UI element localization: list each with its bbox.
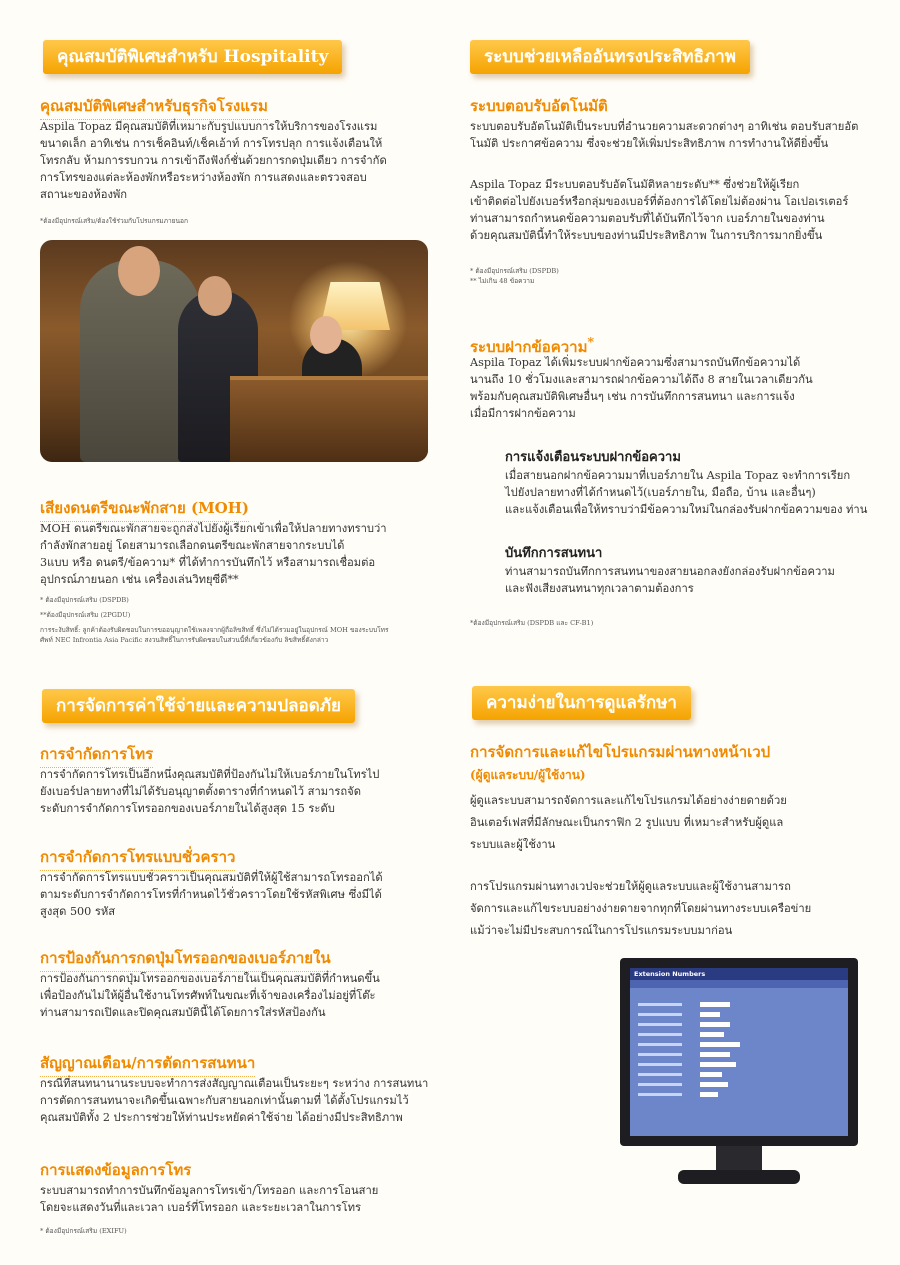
auto-attendant-heading: ระบบตอบรับอัตโนมัติ: [470, 97, 608, 115]
voice-mail-star: *: [587, 334, 595, 349]
web-programming-screen: [630, 968, 848, 1136]
temp-restriction-text: การจำกัดการโทรแบบชั่วคราวเป็นคุณสมบัติที่ให้ผู้ใช้สามารถโทรออกได้ ตามระดับการจำกัดการโทรที่กำหนดไว้ชั่วคราวโดยใช้รหัสพิเศษ ซึ่งมีได้ สูงสุด 500 รหัส: [40, 871, 383, 918]
hospitality-banner: คุณสมบัติพิเศษสำหรับ Hospitality: [43, 40, 342, 74]
web-heading: การจัดการและแก้ไขโปรแกรมผ่านทางหน้าเวป: [470, 743, 771, 761]
auto-attendant-text-1: ระบบตอบรับอัตโนมัติเป็นระบบที่อำนวยความสะดวกต่างๆ อาทิเช่น ตอบรับสายอัต โนมัติ ประกาศข้อความ ซึ่งจะช่วยให้เพิ่มประสิทธิภาพ การทำงานให้ดียิ่งขึ้น: [470, 120, 859, 150]
hotel-photo: [40, 240, 428, 462]
auto-attendant-text-2: Aspila Topaz มีระบบตอบรับอัตโนมัติหลายระดับ** ซึ่งช่วยให้ผู้เรียก เข้าติดต่อไปยังเบอร์หรือกลุ่มของเบอร์ที่ต้องการได้โดยไม่ต้องผ่าน โอเปอเรเตอร์ ท่านสามารถกำหนดข้อความตอบรับที่ได้บันทึกไว้จาก เบอร์ภายในของท่าน ด้วยคุณสมบัตินี้ทำให้ระบบของท่านมีประสิทธิภาพ ในการบริการมากยิ่งขึ้น: [470, 178, 849, 242]
call-info-heading: การแสดงข้อมูลการโทร: [40, 1161, 192, 1179]
hotel-text: Aspila Topaz มีคุณสมบัติที่เหมาะกับรูปแบบการให้บริการของโรงแรม ขนาดเล็ก อาทิเช่น การเช็คอินท์/เช็คเอ้าท์ การโทรปลุก การแจ้งเตือนให้ โทรกลับ ห้ามการรบกวน การเข้าถึงฟังก์ชั่นด้วยการกดปุ่มเดียว การจำกัด การโทรของแต่ละห้องพักหรือระหว่างห้องพัก การแสดงและตรวจสอบ สถานะของห้องพัก: [40, 120, 387, 201]
temp-restriction-heading: การจำกัดการโทรแบบชั่วคราว: [40, 845, 235, 871]
web-subheading: (ผู้ดูแลระบบ/ผู้ใช้งาน): [470, 768, 586, 782]
record-heading: บันทึกการสนทนา: [505, 546, 603, 561]
cost-banner: การจัดการค่าใช้จ่ายและความปลอดภัย: [42, 689, 355, 723]
dial-block-heading: การป้องกันการกดปุ่มโทรออกของเบอร์ภายใน: [40, 946, 331, 972]
warning-text: กรณีที่สนทนานานระบบจะทำการส่งสัญญาณเตือนเป็นระยะๆ ระหว่าง การสนทนา การตัดการสนทนาจะเกิดขึ้นเฉพาะกับสายนอกเท่านั้นตามที่ ได้ตั้งโปรแกรมไว้ คุณสมบัติทั้ง 2 ประการช่วยให้ท่านประหยัดค่าใช้จ่าย ได้อย่างมีประสิทธิภาพ: [40, 1077, 429, 1124]
voice-mail-heading: ระบบฝากข้อความ*: [470, 334, 595, 356]
voice-mail-note: *ต้องมีอุปกรณ์เสริม (DSPDB และ CF-B1): [470, 619, 594, 627]
efficiency-banner: ระบบช่วยเหลืออันทรงประสิทธิภาพ: [470, 40, 750, 74]
hotel-heading: คุณสมบัติพิเศษสำหรับธุรกิจโรงแรม: [40, 94, 268, 120]
maintenance-banner: ความง่ายในการดูแลรักษา: [472, 686, 691, 720]
web-text-1: ผู้ดูแลระบบสามารถจัดการและแก้ไขโปรแกรมได้อย่างง่ายดายด้วย อินเตอร์เฟสที่มีลักษณะเป็นกราฟิก 2 รูปแบบ ที่เหมาะสำหรับผู้ดูแล ระบบและผู้ใช้งาน: [470, 794, 787, 851]
auto-attendant-notes: * ต้องมีอุปกรณ์เสริม (DSPDB) ** ไม่เกิน 48 ข้อความ: [470, 267, 559, 285]
record-text: ท่านสามารถบันทึกการสนทนาของสายนอกลงยังกล่องรับฝากข้อความ และฟังเสียงสนทนาทุกเวลาตามต้องการ: [505, 565, 835, 595]
moh-notes: * ต้องมีอุปกรณ์เสริม (DSPDB) **ต้องมีอุปกรณ์เสริม (2PGDU) การระงับสิทธิ์: ลูกค้าต้องรับผิดชอบในการขออนุญาตใช้เพลงจากผู้ถือลิขสิทธิ์ ซึ่งไม่ได้รวมอยู่ในอุปกรณ์ MOH ของระบบโทร ศัพท์ NEC Infrontia Asia Pacific สงวนสิทธิ์ในการรับผิดชอบในส่วนนี้ที่เกี่ยวข้องกับ ลิขสิทธิ์ดังกล่าว: [40, 596, 389, 644]
call-info-note: * ต้องมีอุปกรณ์เสริม (EXIFU): [40, 1227, 127, 1235]
monitor-illustration: [620, 958, 858, 1188]
dial-block-text: การป้องกันการกดปุ่มโทรออกของเบอร์ภายในเป็นคุณสมบัติที่กำหนดขึ้น เพื่อป้องกันไม่ให้ผู้อื่นใช้งานโทรศัพท์ในขณะที่เจ้าของเครื่องไม่อยู่ที่โต๊ะ ท่านสามารถเปิดและปิดคุณสมบัตินี้ได้โดยการใส่รหัสป้องกัน: [40, 972, 380, 1019]
moh-heading: เสียงดนตรีขณะพักสาย (MOH): [40, 496, 249, 522]
notify-text: เมื่อสายนอกฝากข้อความมาที่เบอร์ภายใน Aspila Topaz จะทำการเรียก ไปยังปลายทางที่ได้กำหนดไว้(เบอร์ภายใน, มือถือ, บ้าน และอื่นๆ) และแจ้งเตือนเพื่อให้ทราบว่ามีข้อความใหม่ในกล่องรับฝากข้อความของ ท่าน: [505, 469, 868, 516]
voice-mail-text: Aspila Topaz ได้เพิ่มระบบฝากข้อความซึ่งสามารถบันทึกข้อความได้ นานถึง 10 ชั่วโมงและสามารถฝากข้อความได้ถึง 8 สายในเวลาเดียวกัน พร้อมกับคุณสมบัติพิเศษอื่นๆ เช่น การบันทึกการสนทนา และการแจ้ง เมื่อมีการฝากข้อความ: [470, 356, 813, 420]
call-restriction-text: การจำกัดการโทรเป็นอีกหนึ่งคุณสมบัติที่ป้องกันไม่ให้เบอร์ภายในโทรไป ยังเบอร์ปลายทางที่ไม่ได้รับอนุญาตตั้งตารางที่กำหนดไว้ สามารถจัด ระดับการจำกัดการโทรออกของเบอร์ภายในได้สูงสุด 15 ระดับ: [40, 768, 380, 815]
web-text-2: การโปรแกรมผ่านทางเวปจะช่วยให้ผู้ดูแลระบบและผู้ใช้งานสามารถ จัดการและแก้ไขระบบอย่างง่ายดายจากทุกที่โดยผ่านทางระบบเครือข่าย แม้ว่าจะไม่มีประสบการณ์ในการโปรแกรมระบบมาก่อน: [470, 880, 812, 937]
call-restriction-heading: การจำกัดการโทร: [40, 742, 153, 768]
screen-title: Extension Numbers: [630, 968, 848, 980]
moh-text: MOH ดนตรีขณะพักสายจะถูกส่งไปยังผู้เรียกเข้าเพื่อให้ปลายทางทราบว่า กำลังพักสายอยู่ โดยสามารถเลือกดนตรีขณะพักสายจากระบบได้ 3แบบ หรือ ดนตรี/ข้อความ* ที่ได้ทำการบันทึกไว้ หรือสามารถเชื่อมต่อ อุปกรณ์ภายนอก เช่น เครื่องเล่นวิทยุซีดี**: [40, 522, 387, 586]
notify-heading: การแจ้งเตือนระบบฝากข้อความ: [505, 450, 681, 465]
warning-heading: สัญญาณเตือน/การตัดการสนทนา: [40, 1051, 255, 1077]
hotel-note: *ต้องมีอุปกรณ์เสริม/ต้องใช้ร่วมกับโปรแกรมภายนอก: [40, 217, 188, 225]
call-info-text: ระบบสามารถทำการบันทึกข้อมูลการโทรเข้า/โทรออก และการโอนสาย โดยจะแสดงวันที่และเวลา เบอร์ที่โทรออก และระยะเวลาในการโทร: [40, 1184, 379, 1214]
